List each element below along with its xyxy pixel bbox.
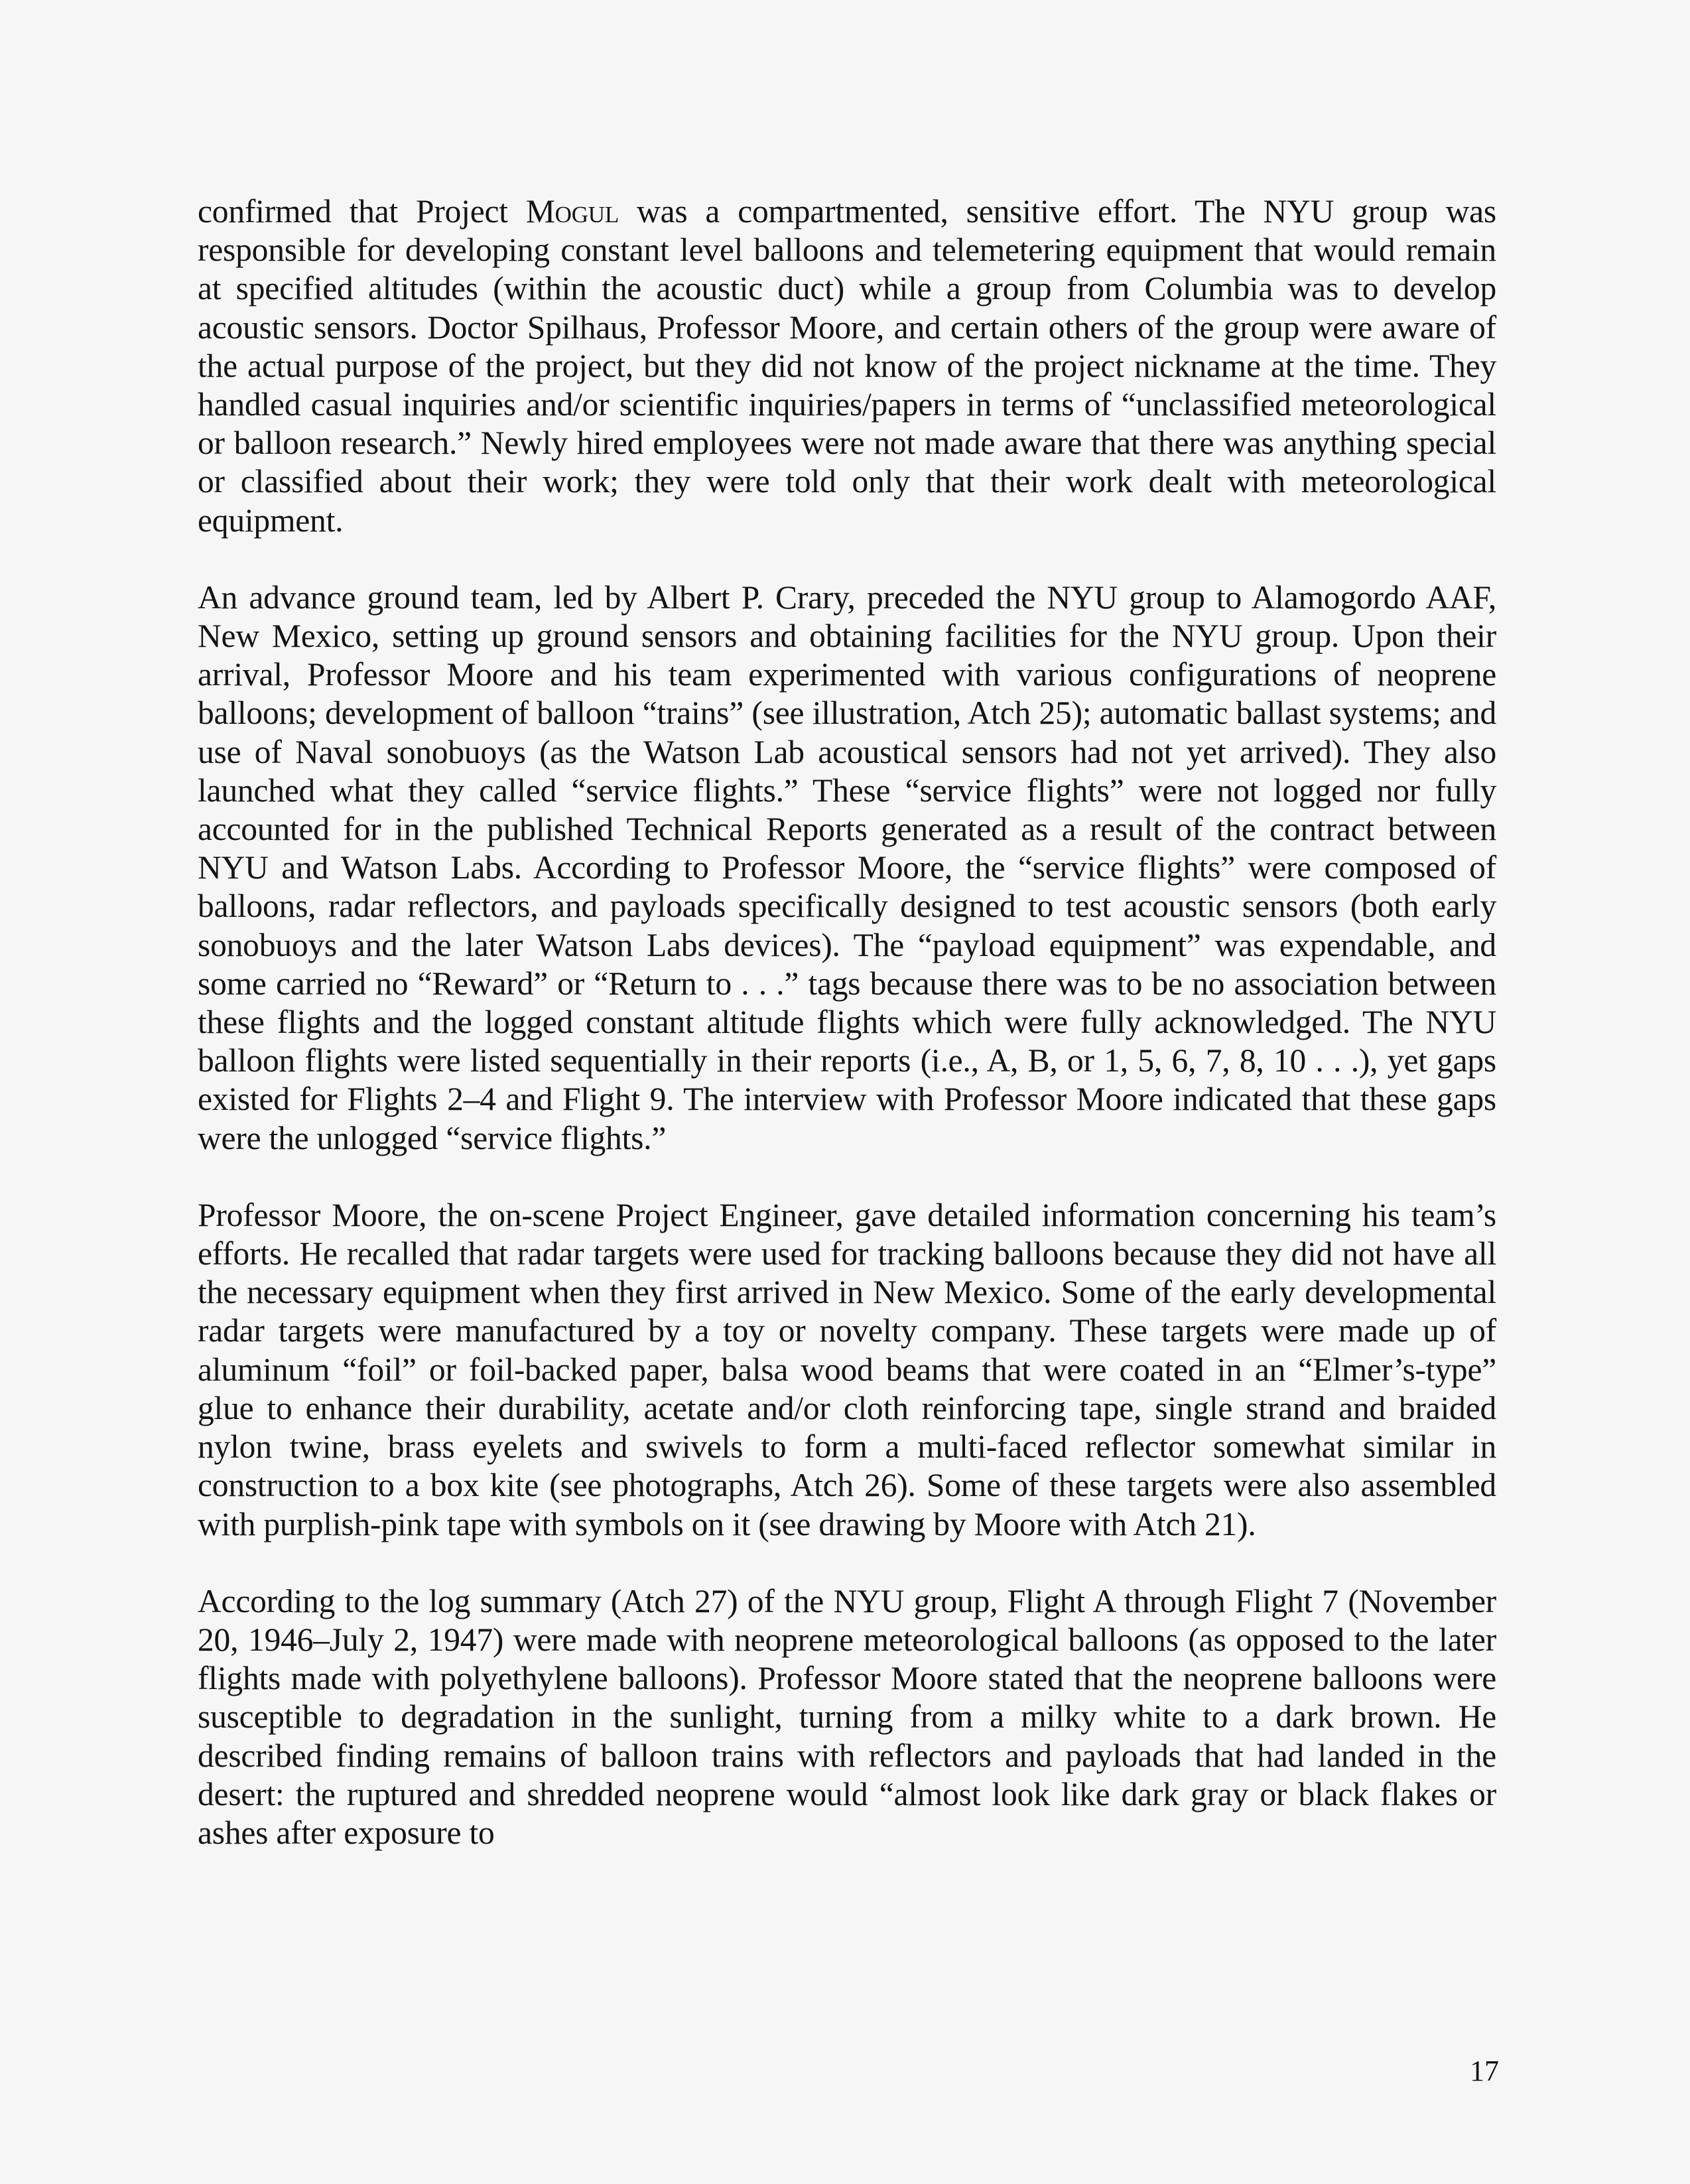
paragraph-radar-targets: Professor Moore, the on-scene Project Engineer, gave detailed information concerning his team’s efforts. He recalled that radar targets were used for tracking balloons because they did not have all the necessary equipment when they first arrived in New Mexico. Some of the early developmental radar targets were manufactured by a toy or novelty company. These targets were made up of aluminum “foil” or foil-backed paper, balsa wood beams that were coated in an “Elmer’s-type” glue to enhance their durability, acetate and/or cloth reinforcing tape, single strand and braided nylon twine, brass eyelets and swivels to form a multi-faced reflector somewhat similar in construction to a box kite (see photographs, Atch 26). Some of these targets were also assembled with purplish-pink tape with symbols on it (see drawing by Moore with Atch 21). xyxy=(198,1196,1496,1542)
page-number: 17 xyxy=(1470,2055,1499,2087)
paragraph-advance-ground-team: An advance ground team, led by Albert P. Crary, preceded the NYU group to Alamogordo AAF, New Mexico, setting up ground sensors and obtaining facilities for the NYU group. Upon their arrival, Professor Moore and his team experimented with various configurations of neoprene balloons; development of balloon “trains” (see illustration, Atch 25); automatic ballast systems; and use of Naval sonobuoys (as the Watson Lab acoustical sensors had not yet arrived). They also launched what they called “service flights.” These “service flights” were not logged nor fully accounted for in the published Technical Reports generated as a result of the contract between NYU and Watson Labs. According to Professor Moore, the “service flights” were composed of balloons, radar reflectors, and payloads specifically designed to test acoustic sensors (both early sonobuoys and the later Watson Labs devices). The “payload equipment” was expendable, and some carried no “Reward” or “Return to . . .” tags because there was to be no association between these flights and the logged constant altitude flights which were fully acknowledged. The NYU balloon flights were listed sequentially in their reports (i.e., A, B, or 1, 5, 6, 7, 8, 10 . . .), yet gaps existed for Flights 2–4 and Flight 9. The interview with Professor Moore indicated that these gaps were the unlogged “service flights.” xyxy=(198,579,1496,1156)
paragraph-project-mogul xyxy=(198,192,1496,540)
paragraph-lead-text: confirmed that Project xyxy=(198,193,526,230)
paragraph-log-summary: According to the log summary (Atch 27) of the NYU group, Flight A through Flight 7 (November 20, 1946–July 2, 1947) were made with neoprene meteorological balloons (as opposed to the later flights made with polyethylene balloons). Professor Moore stated that the neoprene balloons were susceptible to degradation in the sunlight, turning from a milky white to a dark brown. He described finding remains of balloon trains with reflectors and payloads that had landed in the desert: the ruptured and shredded neoprene would “almost look like dark gray or black flakes or ashes after exposure to xyxy=(198,1582,1496,1851)
paragraph-text: was a compartmented, sensitive effort. The NYU group was responsible for developing constant level balloons and telemetering equipment that would remain at specified altitudes (within the acoustic duct) while a group from Columbia was to develop acoustic sensors. Doctor Spilhaus, Professor Moore, and certain others of the group were aware of the actual purpose of the project, but they did not know of the project nickname at the time. They handled casual inquiries and/or scientific inquiries/papers in terms of “unclassified meteorological or balloon research.” Newly hired employees were not made aware that there was anything special or classified about their work; they were told only that their work dealt with meteorological equipment. xyxy=(198,193,1496,539)
project-name-smallcaps: Mogul xyxy=(525,193,619,230)
document-body xyxy=(198,192,1496,1891)
